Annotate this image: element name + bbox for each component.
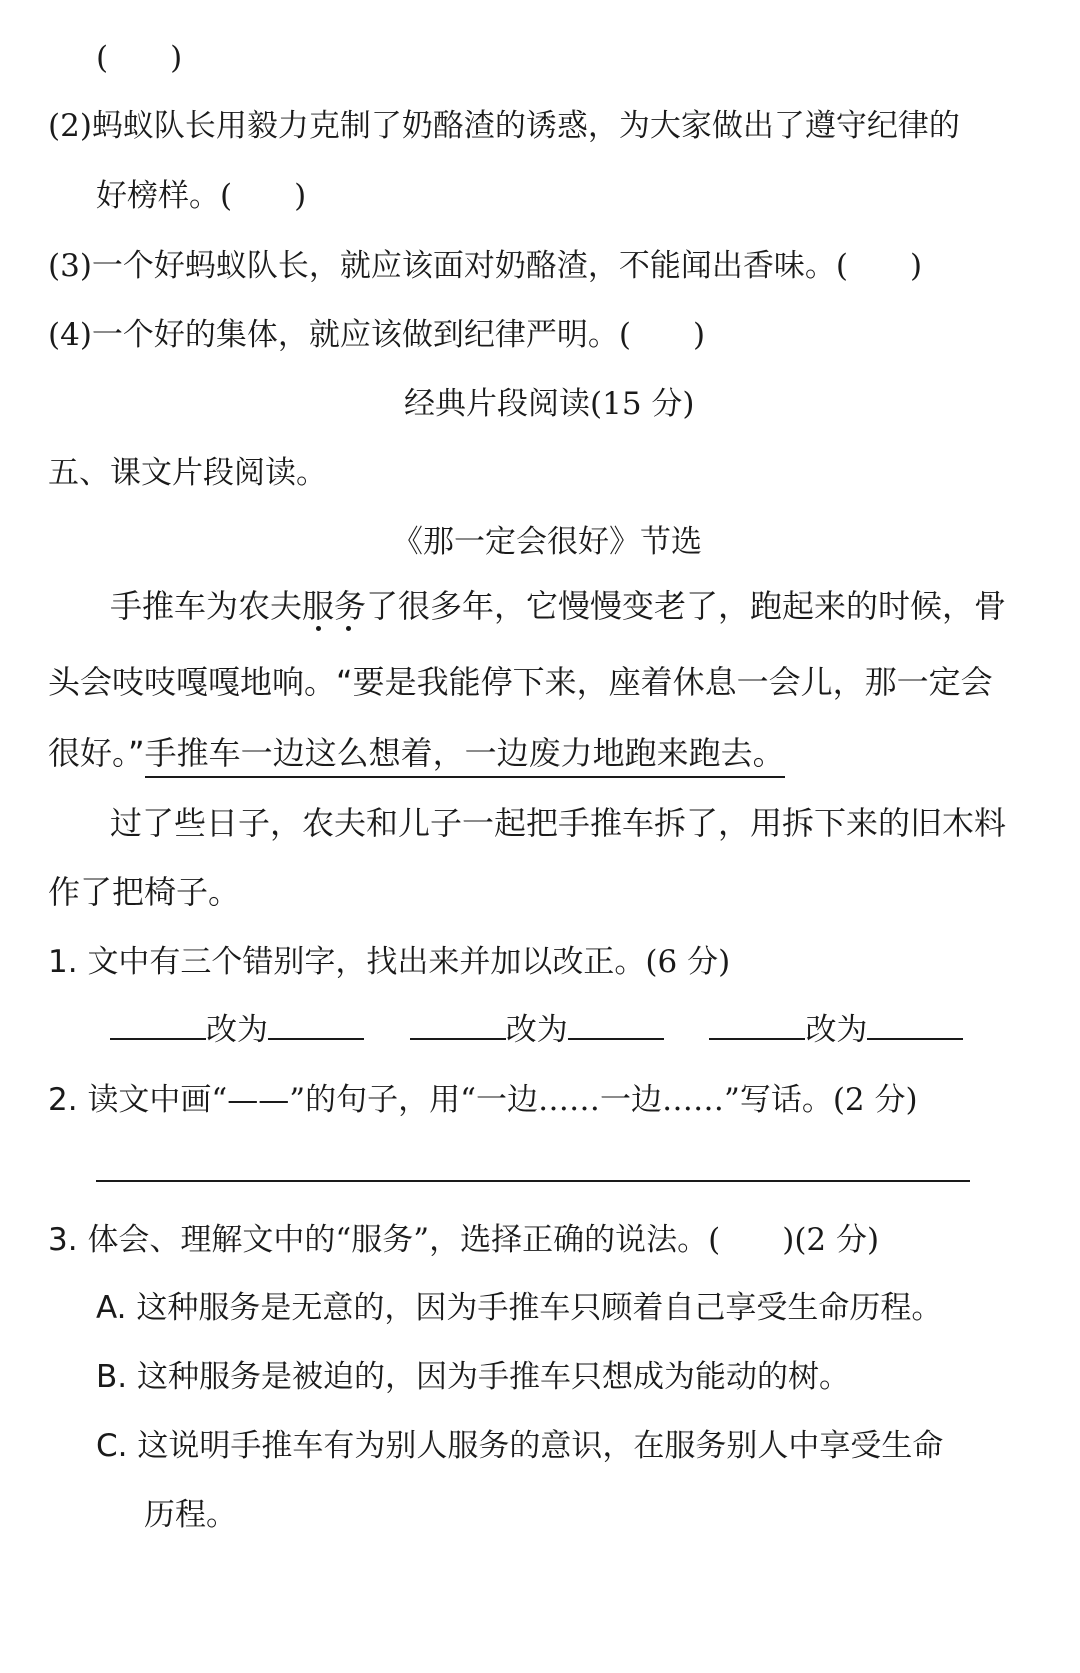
underlined-sentence: 手推车一边这么想着，一边废力地跑来跑去。 [145,734,785,778]
item-3: (3)一个好蚂蚁队长，就应该面对奶酪渣，不能闻出香味。( ) [48,248,923,284]
question-3-text: 体会、理解文中的“服务”，选择正确的说法。( )(2 分) [87,1222,880,1258]
emphasis-dot [316,626,321,631]
passage-p1-line-1: 手推车为农夫服务了很多年，它慢慢变老了，跑起来的时候，骨 [110,587,1007,625]
question-2-text: 读文中画“——”的句子，用“一边……一边……”写话。(2 分) [87,1082,918,1118]
wrong-char-blank-2[interactable] [410,1012,506,1040]
question-2-number: 2. [48,1082,78,1118]
question-1-number: 1. [48,944,78,980]
change-to-label: 改为 [805,1012,868,1048]
question-2 [48,1080,918,1120]
wrong-char-blank-1[interactable] [110,1012,206,1040]
correct-char-blank-3[interactable] [867,1012,963,1040]
option-b-label: B. [96,1359,128,1395]
option-a-text: 这种服务是无意的，因为手推车只顾着自己享受生命历程。 [136,1290,943,1326]
option-b-text: 这种服务是被迫的，因为手推车只想成为能动的树。 [136,1359,850,1395]
item-2-line-1: (2)蚂蚁队长用毅力克制了奶酪渣的诱惑，为大家做出了遵守纪律的 [48,108,960,144]
emphasis-dot [346,626,351,631]
wrong-char-blank-3[interactable] [709,1012,805,1040]
passage-p2-line-2: 作了把椅子。 [48,873,241,911]
option-a-label: A. [96,1290,127,1326]
answer-paren: ( ) [96,40,183,76]
answer-writing-line[interactable] [96,1180,970,1182]
passage-p1-line-3-start: 很好。” [48,734,145,772]
section-5-title: 五、课文片段阅读。 [48,455,327,491]
option-b[interactable] [96,1357,850,1397]
question-3-number: 3. [48,1222,78,1258]
option-c-text-line-1: 这说明手推车有为别人服务的意识，在服务别人中享受生命 [137,1428,944,1464]
option-c-label: C. [96,1428,128,1464]
passage-p1-line-3 [48,733,785,773]
option-c-text-line-2: 历程。 [144,1497,237,1533]
correct-char-blank-2[interactable] [568,1012,664,1040]
passage-p2-line-1: 过了些日子，农夫和儿子一起把手推车拆了，用拆下来的旧木料 [110,804,1007,842]
question-1 [48,942,730,982]
item-2-line-2: 好榜样。( ) [96,178,307,214]
option-a[interactable] [96,1288,942,1328]
question-3 [48,1220,879,1260]
passage-p1-line-2: 头会吱吱嘎嘎地响。“要是我能停下来，座着休息一会儿，那一定会 [48,663,993,701]
change-to-label: 改为 [206,1012,268,1048]
correction-blanks [110,1010,963,1050]
question-1-text: 文中有三个错别字，找出来并加以改正。(6 分) [87,944,731,980]
item-4: (4)一个好的集体，就应该做到纪律严明。( ) [48,317,706,353]
option-c[interactable] [96,1426,943,1466]
change-to-label: 改为 [505,1012,568,1048]
section-header: 经典片段阅读(15 分) [404,386,695,422]
passage-title: 《那一定会很好》节选 [392,524,702,560]
correct-char-blank-1[interactable] [268,1012,364,1040]
